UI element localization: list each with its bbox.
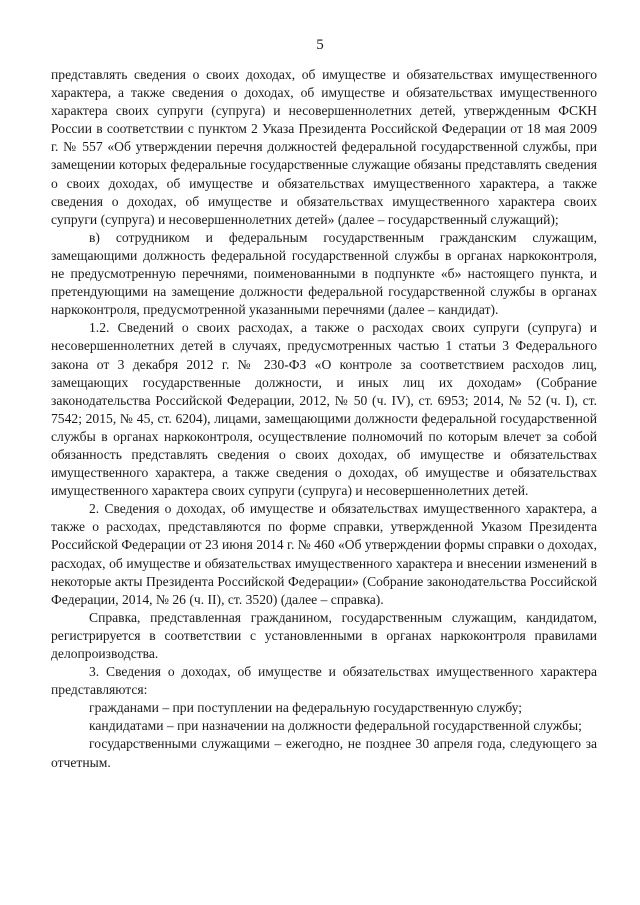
paragraph-spravka: Справка, представленная гражданином, государственным служащим, кандидатом, регистрируется в соответствии с установленными в органах наркоконтроля правилами делопроизводства.	[51, 609, 597, 661]
paragraph-2: 2. Сведения о доходах, об имуществе и обязательствах имущественного характера, а также о расходах, представляются по форме справки, утвержденной Указом Президента Российской Федерации от 23 июня 2014 г. № 460 «Об утверждении формы справки о доходах, расходах, об имуществе и обязательствах имущественного характера и внесении изменений в некоторые акты Президента Российской Федерации» (Собрание законодательства Российской Федерации, 2014, № 26 (ч. II), ст. 3520) (далее – справка).	[51, 501, 597, 607]
paragraph-state-servants: государственными служащими – ежегодно, не позднее 30 апреля года, следующего за отчетным.	[51, 736, 597, 770]
paragraph-3: 3. Сведения о доходах, об имуществе и обязательствах имущественного характера представляются:	[51, 664, 597, 698]
document-body	[51, 66, 597, 772]
page-number: 5	[316, 37, 324, 53]
paragraph-1-2: 1.2. Сведений о своих расходах, а также о расходах своих супруги (супруга) и несовершеннолетних детей в случаях, предусмотренных частью 1 статьи 3 Федерального закона от 3 декабря 2012 г. № 230-ФЗ «О контроле за соответствием расходов лиц, замещающих государственные должности, и иных лиц их доходам» (Собрание законодательства Российской Федерации, 2012, № 50 (ч. IV), ст. 6953; 2014, № 52 (ч. I), ст. 7542; 2015, № 45, ст. 6204), лицами, замещающими должности федеральной государственной службы в органах наркоконтроля, осуществление полномочий по которым влечет за собой обязанность представлять сведения о своих доходах, об имуществе и обязательствах имущественного характера, а также сведения о доходах, об имуществе и обязательствах имущественного характера своих супруги (супруга) и несовершеннолетних детей.	[51, 320, 597, 499]
paragraph-item-v: в) сотрудником и федеральным государственным гражданским служащим, замещающими должность федеральной государственной службы в органах наркоконтроля, не предусмотренную перечнями, поименованными в подпункте «б» настоящего пункта, и претендующими на замещение должности федеральной государственной службы в органах наркоконтроля, предусмотренной указанными перечнями (далее – кандидат).	[51, 229, 597, 318]
paragraph-citizens: гражданами – при поступлении на федеральную государственную службу;	[89, 700, 523, 716]
paragraph-candidates: кандидатами – при назначении на должности федеральной государственной службы;	[89, 718, 582, 734]
paragraph-continuation: представлять сведения о своих доходах, об имуществе и обязательствах имущественного характера, а также сведения о доходах, об имуществе и обязательствах имущественного характера своих супруги (супруга) и несовершеннолетних детей, утвержденным ФСКН России в соответствии с пунктом 2 Указа Президента Российской Федерации от 18 мая 2009 г. № 557 «Об утверждении перечня должностей федеральной государственной службы, при замещении которых федеральные государственные служащие обязаны представлять сведения о своих доходах, об имуществе и обязательствах имущественного характера, а также сведения о доходах, об имуществе и обязательствах имущественного характера своих супруги (супруга) и несовершеннолетних детей» (далее – государственный служащий);	[51, 67, 597, 227]
